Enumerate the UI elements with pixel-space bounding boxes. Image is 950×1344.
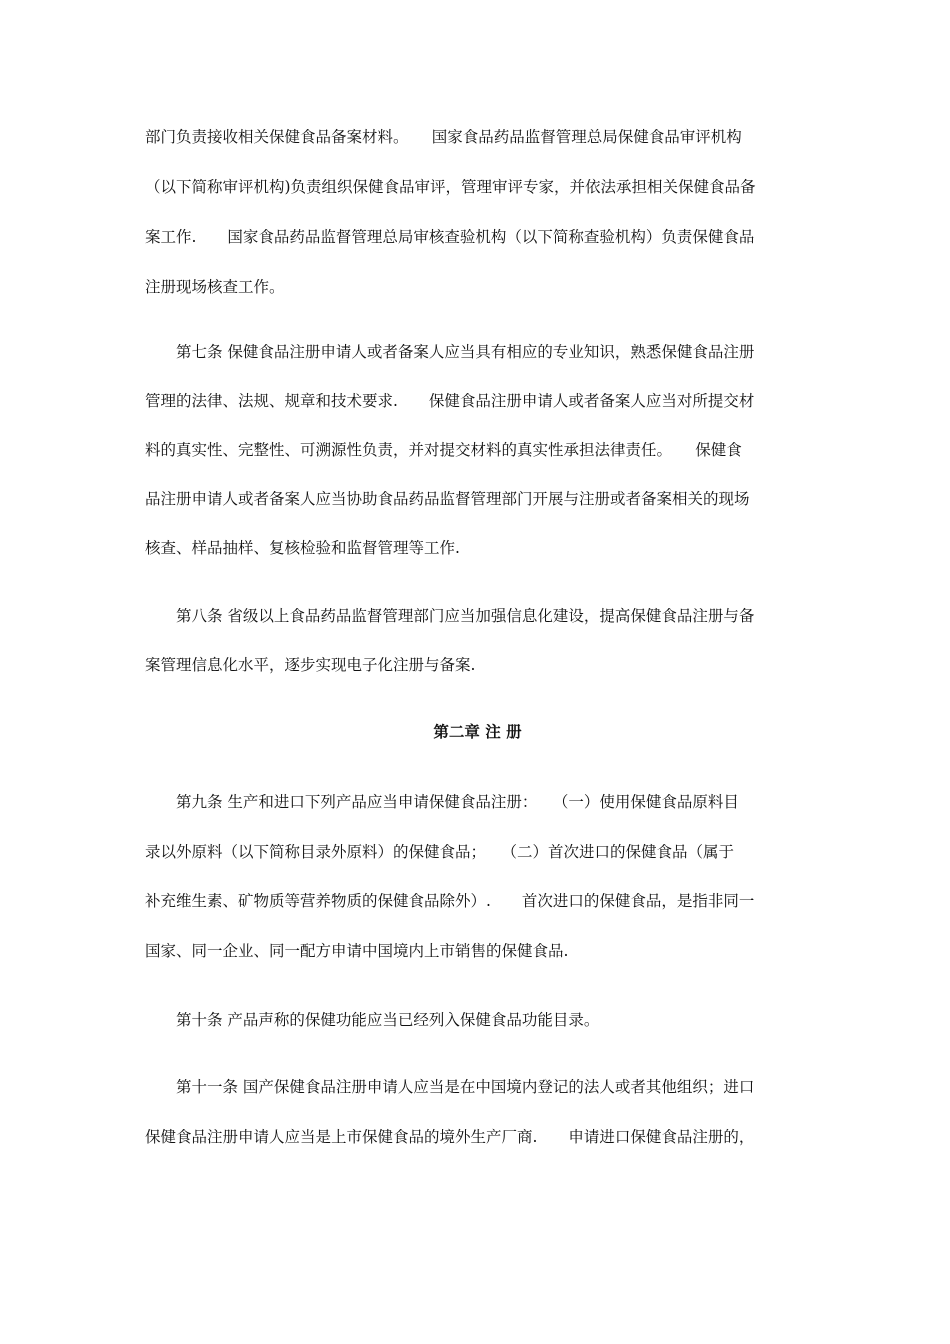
text-line: 管理的法律、法规、规章和技术要求. 保健食品注册申请人或者备案人应当对所提交材 [145, 392, 755, 410]
text-line: 案工作. 国家食品药品监督管理总局审核查验机构（以下简称查验机构）负责保健食品 [145, 228, 755, 246]
text-line: 保健食品注册申请人应当是上市保健食品的境外生产厂商. 申请进口保健食品注册的， [145, 1128, 755, 1146]
text-line: 第七条 保健食品注册申请人或者备案人应当具有相应的专业知识，熟悉保健食品注册 [145, 343, 755, 361]
text-line: 料的真实性、完整性、可溯源性负责，并对提交材料的真实性承担法律责任。 保健食 [145, 441, 742, 459]
text-line: 核查、样品抽样、复核检验和监督管理等工作. [145, 539, 460, 557]
text-line: 第八条 省级以上食品药品监督管理部门应当加强信息化建设，提高保健食品注册与备 [145, 607, 755, 625]
text-line: 第十一条 国产保健食品注册申请人应当是在中国境内登记的法人或者其他组织；进口 [145, 1078, 755, 1096]
text-line: 补充维生素、矿物质等营养物质的保健食品除外）. 首次进口的保健食品，是指非同一 [145, 892, 755, 910]
text-line: 部门负责接收相关保健食品备案材料。 国家食品药品监督管理总局保健食品审评机构 [145, 128, 742, 146]
text-line: 第九条 生产和进口下列产品应当申请保健食品注册： （一）使用保健食品原料目 [145, 793, 739, 811]
text-line: 国家、同一企业、同一配方申请中国境内上市销售的保健食品. [145, 942, 569, 960]
text-line: 注册现场核查工作。 [145, 278, 285, 296]
text-line: 录以外原料（以下简称目录外原料）的保健食品； （二）首次进口的保健食品（属于 [145, 843, 735, 861]
chapter-heading: 第二章 注 册 [433, 722, 522, 741]
text-line: 案管理信息化水平，逐步实现电子化注册与备案. [145, 656, 476, 674]
text-line: （以下简称审评机构)负责组织保健食品审评，管理审评专家，并依法承担相关保健食品备 [145, 178, 756, 196]
text-line: 品注册申请人或者备案人应当协助食品药品监督管理部门开展与注册或者备案相关的现场 [145, 490, 750, 508]
text-line: 第十条 产品声称的保健功能应当已经列入保健食品功能目录。 [145, 1011, 600, 1029]
